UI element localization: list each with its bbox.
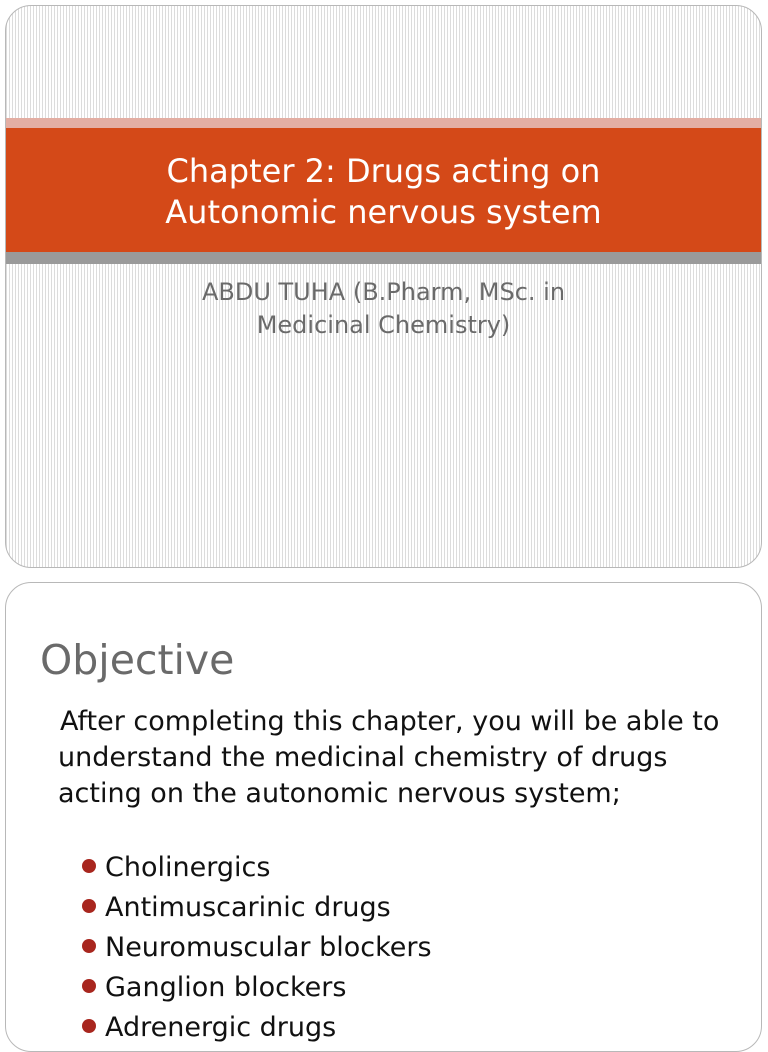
bullet-dot-icon [82,979,96,993]
slide-subtitle: ABDU TUHA (B.Pharm, MSc. in Medicinal Chemistry) [201,278,566,339]
bullet-label: Cholinergics [105,852,271,883]
title-shadow-line [6,252,761,264]
bullet-dot-icon [82,939,96,953]
objective-intro: After completing this chapter, you will be able to understand the medicinal chemistry of drugs acting on the autonomic nervous system; [58,706,720,809]
objective-heading: Objective [40,636,235,684]
bullet-item [80,1009,432,1049]
bullet-label: Adrenergic drugs [105,1012,337,1043]
bullet-label: Neuromuscular blockers [105,932,432,963]
bullet-dot-icon [82,859,96,873]
bullet-item [80,969,432,1009]
bullet-item [80,849,432,889]
bullet-dot-icon [82,1019,96,1033]
title-slide [5,5,762,568]
slide-title: Chapter 2: Drugs acting on Autonomic nervous system [165,152,602,231]
bullet-item [80,889,432,929]
bullet-dot-icon [82,899,96,913]
bullet-item [80,929,432,969]
objective-slide [5,582,762,1052]
bullet-label: Antimuscarinic drugs [105,892,391,923]
title-accent-line [6,118,761,128]
bullet-label: Ganglion blockers [105,972,347,1003]
objective-bullet-list [80,849,432,1049]
